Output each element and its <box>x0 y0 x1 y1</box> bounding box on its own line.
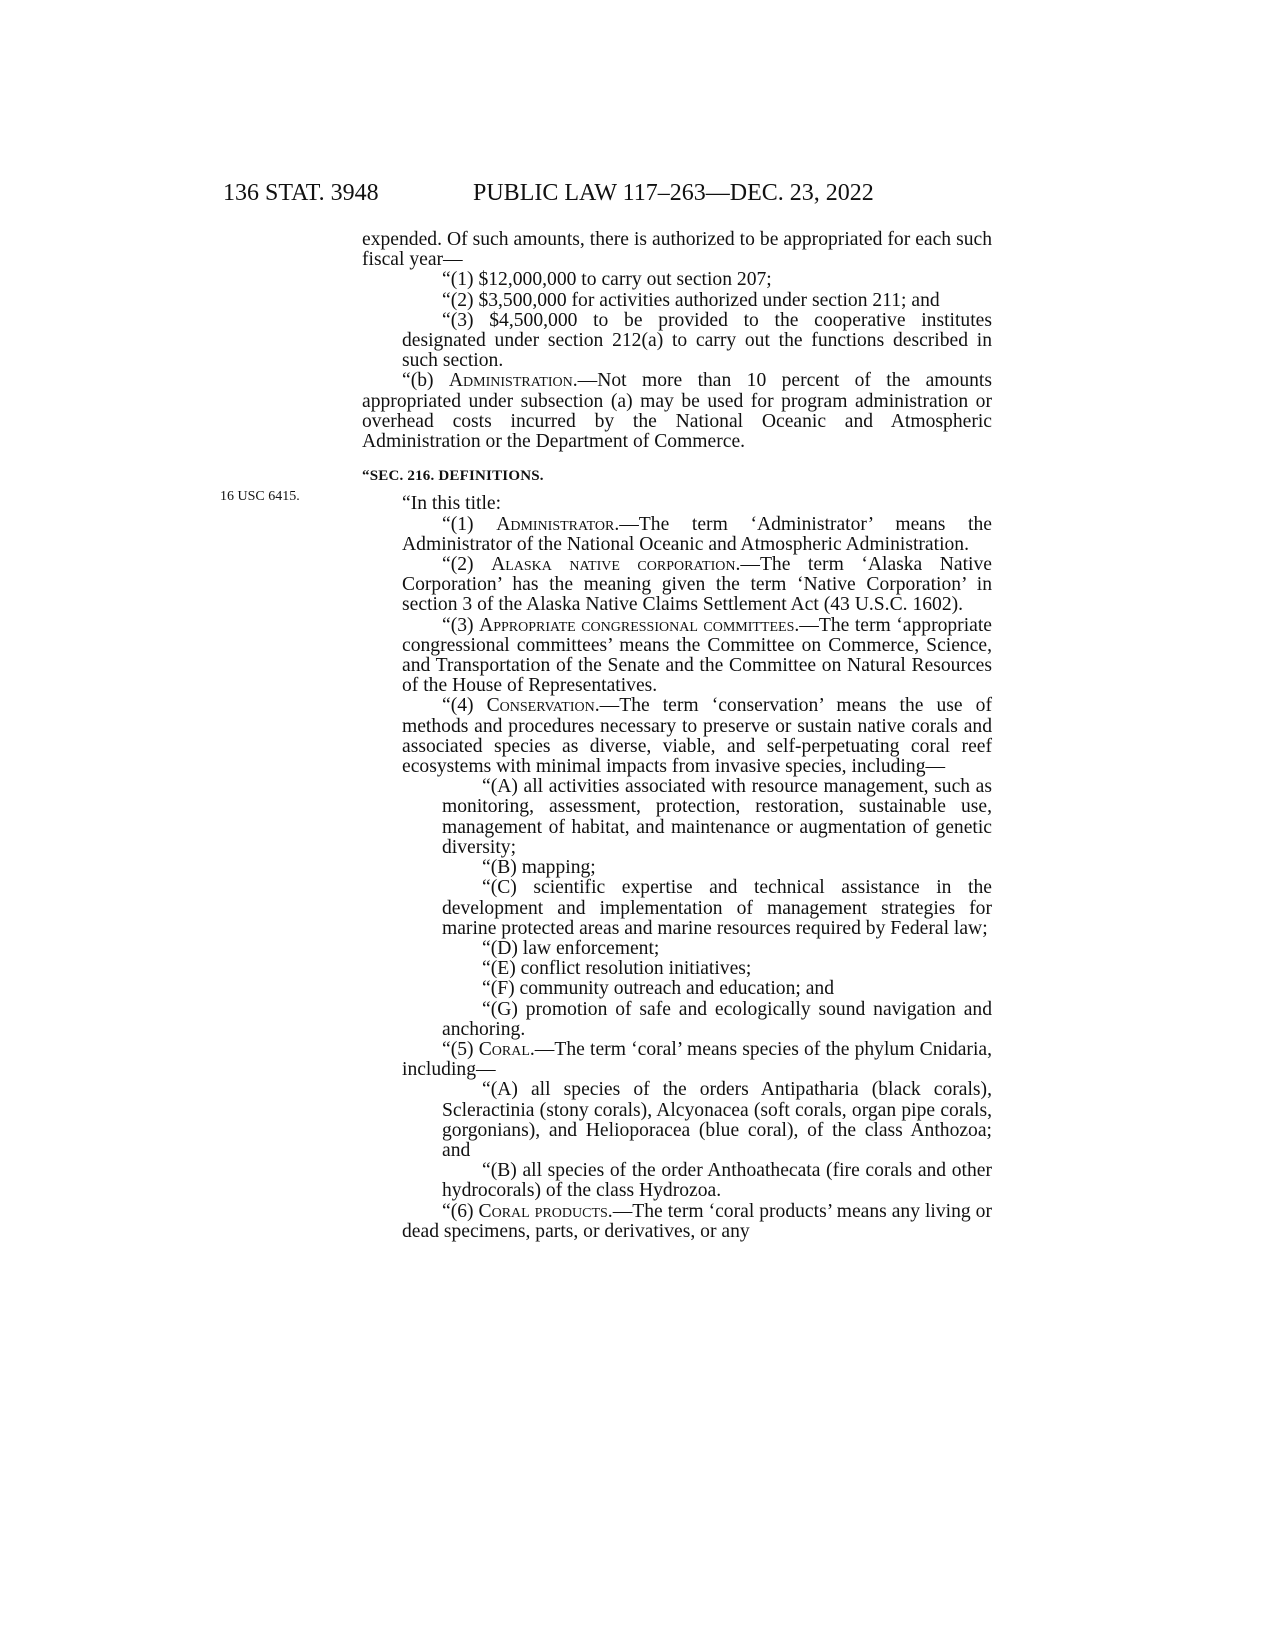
paragraph-text: “(D) law enforcement; <box>482 937 660 959</box>
paragraph-text: “(1) $12,000,000 to carry out section 207; <box>442 269 772 291</box>
paragraph-text: .—The term ‘Alaska Native Corporation’ has the meaning given the term ‘Native Corporation’ in section 3 of the Alaska Native Claims Settlement Act (43 U.S.C. 1602). <box>402 554 992 616</box>
paragraph <box>362 311 992 372</box>
paragraph <box>362 515 992 555</box>
paragraph-text: .—The term ‘conservation’ means the use of methods and procedures necessary to preserve or sustain native corals and associated species as diverse, viable, and self-perpetuating coral reef ecosystems with minimal impacts from invasive species, including— <box>402 695 992 778</box>
subparagraph <box>362 1000 992 1040</box>
defined-term-heading: Coral <box>478 1038 530 1060</box>
subparagraph <box>362 979 992 999</box>
paragraph <box>362 1040 992 1080</box>
paragraph-text: “(3) $4,500,000 to be provided to the cooperative institutes designated under section 212(a) to carry out the functions described in such section. <box>402 309 992 372</box>
defined-term-heading: Alaska native corporation <box>491 554 736 576</box>
paragraph <box>362 616 992 697</box>
paragraph-text: .—The term ‘coral’ means species of the phylum Cnidaria, including— <box>402 1038 992 1081</box>
paragraph-text: “(B) mapping; <box>482 857 596 879</box>
subparagraph <box>362 878 992 939</box>
paragraph-number: “(2) <box>442 554 492 576</box>
paragraph-text: “(B) all species of the order Anthoathecata (fire corals and other hydrocorals) of the class Hydrozoa. <box>442 1160 992 1202</box>
paragraph-text: “(G) promotion of safe and ecologically sound navigation and anchoring. <box>442 998 992 1040</box>
paragraph-text: “(E) conflict resolution initiatives; <box>482 958 752 980</box>
paragraph-number: “(1) <box>442 513 497 535</box>
paragraph-text: .—The term ‘Administrator’ means the Administrator of the National Oceanic and Atmospheric Administration. <box>402 513 992 555</box>
paragraph <box>362 494 992 514</box>
paragraph-text: “(C) scientific expertise and technical assistance in the development and implementation of management strategies for marine protected areas and marine resources required by Federal law; <box>442 877 992 939</box>
paragraph-number: “(4) <box>442 695 487 717</box>
defined-term-heading: Coral products <box>478 1200 608 1222</box>
defined-term-heading: Appropriate congressional committees <box>479 614 795 636</box>
paragraph-text: “(F) community outreach and education; and <box>482 978 835 1000</box>
defined-term-heading: Conservation <box>486 695 595 717</box>
subparagraph <box>362 1161 992 1201</box>
statute-body <box>362 230 992 1242</box>
subparagraph <box>362 777 992 858</box>
paragraph-number: “(6) <box>442 1200 479 1222</box>
paragraph-text: expended. Of such amounts, there is authorized to be appropriated for each such fiscal year— <box>362 229 992 271</box>
paragraph-text: .—Not more than 10 percent of the amounts appropriated under subsection (a) may be used for program administration or overhead costs incurred by the National Oceanic and Atmospheric Administration or the Department of Commerce. <box>362 370 992 453</box>
public-law-citation: PUBLIC LAW 117–263—DEC. 23, 2022 <box>473 180 874 206</box>
paragraph <box>362 230 992 270</box>
paragraph <box>362 371 992 452</box>
paragraph-text: .—The term ‘appropriate congressional committees’ means the Committee on Commerce, Science, and Transportation of the Senate and the Committee on Natural Resources of the House of Representatives. <box>402 614 992 697</box>
subparagraph <box>362 959 992 979</box>
paragraph-text: “(A) all activities associated with resource management, such as monitoring, assessment, protection, restoration, sustainable use, management of habitat, and maintenance or augmentation of genetic diversity; <box>442 776 992 858</box>
defined-term-heading: Administrator <box>496 513 615 535</box>
paragraph-text: “SEC. 216. DEFINITIONS. <box>362 468 544 485</box>
statute-page-number: 136 STAT. 3948 <box>223 180 379 206</box>
paragraph <box>362 555 992 616</box>
paragraph-number: “(b) <box>402 370 449 392</box>
paragraph-text: “(A) all species of the orders Antipatharia (black corals), Scleractinia (stony corals), Alcyonacea (soft corals, organ pipe corals, gorgonians), and Helioporacea (blue coral), of the class Anthozoa; and <box>442 1079 992 1161</box>
paragraph <box>362 1202 992 1242</box>
subparagraph <box>362 1080 992 1161</box>
defined-term-heading: Administration <box>448 370 573 392</box>
paragraph-number: “(3) <box>442 614 480 636</box>
paragraph <box>362 696 992 777</box>
margin-citation: 16 USC 6415. <box>220 489 300 504</box>
paragraph-text: .—The term ‘coral products’ means any living or dead specimens, parts, or derivatives, or any <box>402 1200 992 1242</box>
paragraph <box>362 270 992 290</box>
subparagraph <box>362 939 992 959</box>
section-heading <box>362 466 992 486</box>
subparagraph <box>362 858 992 878</box>
paragraph-text: “(2) $3,500,000 for activities authorized under section 211; and <box>442 289 940 311</box>
paragraph <box>362 291 992 311</box>
paragraph-number: “(5) <box>442 1038 479 1060</box>
paragraph-text: “In this title: <box>402 493 502 515</box>
